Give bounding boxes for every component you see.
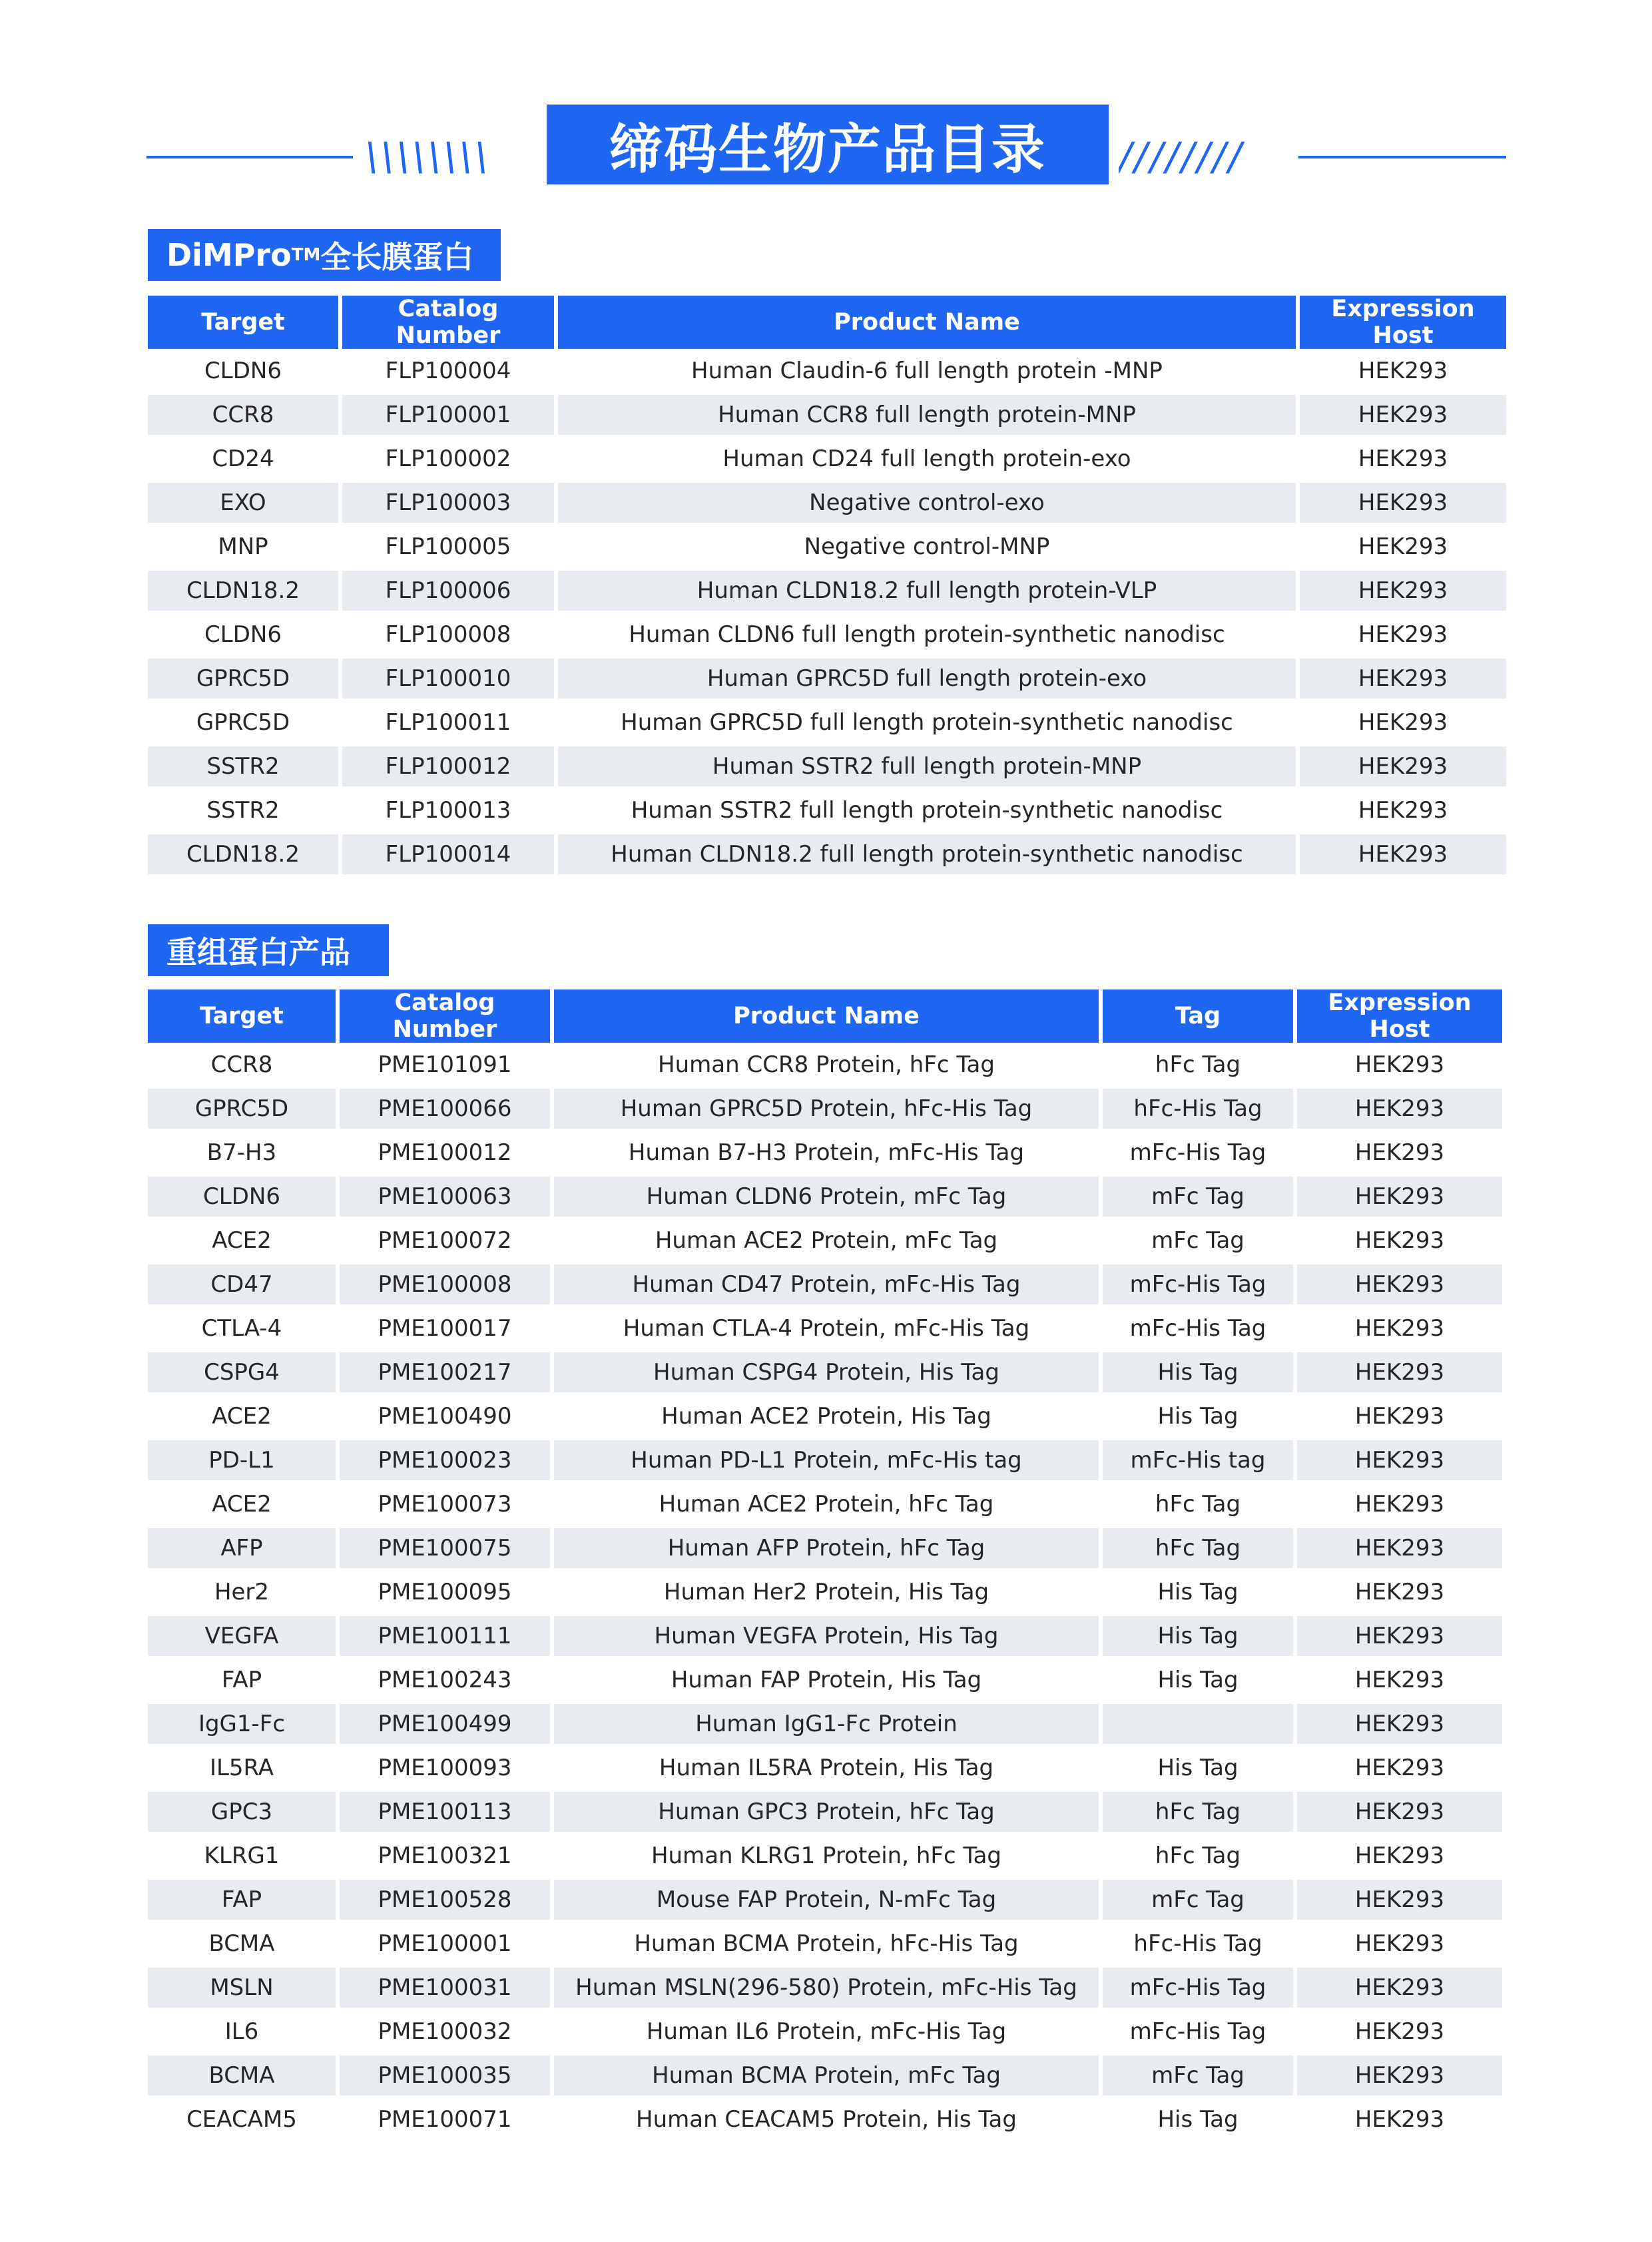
table-row <box>148 1219 1502 1262</box>
table-cell: Human BCMA Protein, hFc-His Tag <box>554 1922 1099 1966</box>
table-row <box>148 1087 1502 1131</box>
table-cell: GPRC5D <box>148 1087 336 1131</box>
section1-title <box>148 229 501 281</box>
table-cell: hFc Tag <box>1103 1043 1293 1087</box>
table-cell: PME100071 <box>340 2098 550 2141</box>
table-cell: ACE2 <box>148 1482 336 1526</box>
table-cell: HEK293 <box>1297 1834 1502 1878</box>
table-cell: HEK293 <box>1297 1878 1502 1922</box>
table-cell: PME100243 <box>340 1658 550 1702</box>
table-cell: PME100001 <box>340 1922 550 1966</box>
table-cell: mFc Tag <box>1103 1878 1293 1922</box>
table-cell: His Tag <box>1103 2098 1293 2141</box>
table-row <box>148 1175 1502 1219</box>
table-cell: HEK293 <box>1297 1966 1502 2010</box>
table-cell: HEK293 <box>1300 481 1506 525</box>
table-cell: PME100111 <box>340 1614 550 1658</box>
table-cell: hFc-His Tag <box>1103 1087 1293 1131</box>
table-cell: VEGFA <box>148 1614 336 1658</box>
column-header: Catalog Number <box>340 989 550 1043</box>
table-cell: CTLA-4 <box>148 1306 336 1350</box>
column-header: Product Name <box>554 989 1099 1043</box>
table-cell: PME100008 <box>340 1262 550 1306</box>
table-cell: HEK293 <box>1300 525 1506 569</box>
table-cell: CSPG4 <box>148 1350 336 1394</box>
table-cell: IL5RA <box>148 1746 336 1790</box>
table-cell: Human SSTR2 full length protein-synthetic nanodisc <box>558 788 1296 832</box>
table-row <box>148 1043 1502 1087</box>
table-cell: FLP100012 <box>342 744 554 788</box>
table-row <box>148 1526 1502 1570</box>
table-row <box>148 525 1506 569</box>
table-row <box>148 832 1506 876</box>
table-cell: FLP100006 <box>342 569 554 613</box>
table-cell: HEK293 <box>1300 613 1506 657</box>
table-cell: Human GPRC5D full length protein-exo <box>558 657 1296 701</box>
table-cell: PME100035 <box>340 2054 550 2098</box>
table-cell: FLP100001 <box>342 393 554 437</box>
table-cell: Human CLDN6 Protein, mFc Tag <box>554 1175 1099 1219</box>
table-cell: ACE2 <box>148 1394 336 1438</box>
table-row <box>148 1966 1502 2010</box>
table-row <box>148 1262 1502 1306</box>
table-cell: Human SSTR2 full length protein-MNP <box>558 744 1296 788</box>
table-cell: FLP100010 <box>342 657 554 701</box>
table-cell: PME100217 <box>340 1350 550 1394</box>
table-cell: Human CCR8 full length protein-MNP <box>558 393 1296 437</box>
table-cell: HEK293 <box>1297 1570 1502 1614</box>
table-cell: Human CD24 full length protein-exo <box>558 437 1296 481</box>
table-cell: Human AFP Protein, hFc Tag <box>554 1526 1099 1570</box>
table-cell: PME100490 <box>340 1394 550 1438</box>
table-cell: His Tag <box>1103 1746 1293 1790</box>
table-row <box>148 1438 1502 1482</box>
table-cell: mFc-His Tag <box>1103 1966 1293 2010</box>
table-cell: Human CLDN18.2 full length protein-synthetic nanodisc <box>558 832 1296 876</box>
table-cell: Negative control-exo <box>558 481 1296 525</box>
table-cell: FLP100011 <box>342 701 554 744</box>
table-cell: HEK293 <box>1300 437 1506 481</box>
table-cell: HEK293 <box>1300 701 1506 744</box>
header-line-right <box>1298 156 1506 158</box>
table-header-row <box>148 989 1502 1043</box>
table-cell: Human ACE2 Protein, His Tag <box>554 1394 1099 1438</box>
table-cell: HEK293 <box>1300 657 1506 701</box>
table-cell: CD47 <box>148 1262 336 1306</box>
table-cell: mFc-His tag <box>1103 1438 1293 1482</box>
table-cell: PME100528 <box>340 1878 550 1922</box>
table-cell: Human Claudin-6 full length protein -MNP <box>558 349 1296 393</box>
table-cell: PME100017 <box>340 1306 550 1350</box>
table-cell: HEK293 <box>1297 1658 1502 1702</box>
table-cell: His Tag <box>1103 1658 1293 1702</box>
table-cell: HEK293 <box>1300 832 1506 876</box>
table-cell: Human MSLN(296-580) Protein, mFc-His Tag <box>554 1966 1099 2010</box>
table-cell: CD24 <box>148 437 338 481</box>
table-cell: HEK293 <box>1297 1131 1502 1175</box>
table-row <box>148 1482 1502 1526</box>
table-cell: HEK293 <box>1300 788 1506 832</box>
table-row <box>148 744 1506 788</box>
table-cell: mFc-His Tag <box>1103 1306 1293 1350</box>
table-cell: CLDN6 <box>148 613 338 657</box>
table-row <box>148 393 1506 437</box>
table-cell: mFc Tag <box>1103 1219 1293 1262</box>
column-header: Expression Host <box>1300 296 1506 349</box>
table-cell: PME100499 <box>340 1702 550 1746</box>
table-cell: Human ACE2 Protein, mFc Tag <box>554 1219 1099 1262</box>
table-cell: PME100095 <box>340 1570 550 1614</box>
table-row <box>148 1614 1502 1658</box>
header-line-left <box>146 156 353 158</box>
table-cell: HEK293 <box>1300 744 1506 788</box>
table-cell: mFc-His Tag <box>1103 2010 1293 2054</box>
table-row <box>148 349 1506 393</box>
table-cell: HEK293 <box>1297 1526 1502 1570</box>
table-cell: CEACAM5 <box>148 2098 336 2141</box>
table-cell: HEK293 <box>1297 1438 1502 1482</box>
table-cell: FLP100014 <box>342 832 554 876</box>
table-cell: AFP <box>148 1526 336 1570</box>
table-cell: mFc-His Tag <box>1103 1131 1293 1175</box>
table-cell: Mouse FAP Protein, N-mFc Tag <box>554 1878 1099 1922</box>
table-cell: His Tag <box>1103 1394 1293 1438</box>
table-cell: MNP <box>148 525 338 569</box>
table-row <box>148 613 1506 657</box>
table-row <box>148 1790 1502 1834</box>
section1-title-rest: 全长膜蛋白 <box>320 239 474 275</box>
table-cell: MSLN <box>148 1966 336 2010</box>
column-header: Product Name <box>558 296 1296 349</box>
table-cell: Human BCMA Protein, mFc Tag <box>554 2054 1099 2098</box>
column-header: Catalog Number <box>342 296 554 349</box>
table-cell: HEK293 <box>1297 1043 1502 1087</box>
table-header-row <box>148 296 1506 349</box>
table-row <box>148 569 1506 613</box>
table-cell: GPRC5D <box>148 701 338 744</box>
table-row <box>148 1570 1502 1614</box>
table-cell: FLP100013 <box>342 788 554 832</box>
table-cell: mFc Tag <box>1103 2054 1293 2098</box>
table-cell: Human B7-H3 Protein, mFc-His Tag <box>554 1131 1099 1175</box>
table-row <box>148 2098 1502 2141</box>
table-cell: FLP100004 <box>342 349 554 393</box>
table-cell: His Tag <box>1103 1570 1293 1614</box>
table-cell: mFc Tag <box>1103 1175 1293 1219</box>
column-header: Target <box>148 296 338 349</box>
table-cell: IgG1-Fc <box>148 1702 336 1746</box>
table-cell: HEK293 <box>1297 1790 1502 1834</box>
table-cell: BCMA <box>148 2054 336 2098</box>
table-row <box>148 1350 1502 1394</box>
table-row <box>148 2054 1502 2098</box>
table-cell: Human IgG1-Fc Protein <box>554 1702 1099 1746</box>
table-cell: PME100012 <box>340 1131 550 1175</box>
table-cell: Human GPRC5D full length protein-synthetic nanodisc <box>558 701 1296 744</box>
header-slashes-left: \\\\\\\\ <box>365 134 491 179</box>
table-row <box>148 437 1506 481</box>
table-cell: Human CLDN18.2 full length protein-VLP <box>558 569 1296 613</box>
table-cell: HEK293 <box>1297 2098 1502 2141</box>
table-row <box>148 1878 1502 1922</box>
table-row <box>148 1922 1502 1966</box>
table-cell: Human ACE2 Protein, hFc Tag <box>554 1482 1099 1526</box>
column-header: Expression Host <box>1297 989 1502 1043</box>
table-cell: FLP100003 <box>342 481 554 525</box>
table-cell: Human IL6 Protein, mFc-His Tag <box>554 2010 1099 2054</box>
table-cell: FLP100005 <box>342 525 554 569</box>
section1-title-tm: TM <box>291 245 321 265</box>
table-cell: CLDN6 <box>148 349 338 393</box>
table-cell: Human IL5RA Protein, His Tag <box>554 1746 1099 1790</box>
table-cell: HEK293 <box>1297 1350 1502 1394</box>
table-row <box>148 788 1506 832</box>
section2-table <box>144 989 1506 2141</box>
table-cell: Human CEACAM5 Protein, His Tag <box>554 2098 1099 2141</box>
table-row <box>148 2010 1502 2054</box>
table-cell: PME100093 <box>340 1746 550 1790</box>
table-cell: Human GPC3 Protein, hFc Tag <box>554 1790 1099 1834</box>
table-cell: CCR8 <box>148 1043 336 1087</box>
table-cell: FAP <box>148 1658 336 1702</box>
table-cell: FLP100002 <box>342 437 554 481</box>
table-row <box>148 701 1506 744</box>
table-cell: EXO <box>148 481 338 525</box>
table-cell: Human Her2 Protein, His Tag <box>554 1570 1099 1614</box>
table-row <box>148 657 1506 701</box>
table-cell: PME100032 <box>340 2010 550 2054</box>
table-cell: PME100023 <box>340 1438 550 1482</box>
table-cell: GPRC5D <box>148 657 338 701</box>
table-cell: Human CCR8 Protein, hFc Tag <box>554 1043 1099 1087</box>
table-cell: HEK293 <box>1297 2010 1502 2054</box>
table-row <box>148 1658 1502 1702</box>
table-cell: FLP100008 <box>342 613 554 657</box>
table-cell: Negative control-MNP <box>558 525 1296 569</box>
table-cell: Human PD-L1 Protein, mFc-His tag <box>554 1438 1099 1482</box>
table-row <box>148 1702 1502 1746</box>
table-cell: Her2 <box>148 1570 336 1614</box>
table-cell: HEK293 <box>1297 1262 1502 1306</box>
table-cell: hFc Tag <box>1103 1790 1293 1834</box>
table-cell: CLDN18.2 <box>148 832 338 876</box>
table-row <box>148 1746 1502 1790</box>
table-cell: HEK293 <box>1300 569 1506 613</box>
table-cell: mFc-His Tag <box>1103 1262 1293 1306</box>
table-cell: PME100073 <box>340 1482 550 1526</box>
table-row <box>148 1834 1502 1878</box>
table-cell: SSTR2 <box>148 788 338 832</box>
table-cell: Human CSPG4 Protein, His Tag <box>554 1350 1099 1394</box>
table-cell: Human VEGFA Protein, His Tag <box>554 1614 1099 1658</box>
table-cell: PME100113 <box>340 1790 550 1834</box>
table-cell: HEK293 <box>1297 1482 1502 1526</box>
table-cell: PME101091 <box>340 1043 550 1087</box>
table-cell: KLRG1 <box>148 1834 336 1878</box>
table-cell: HEK293 <box>1297 1306 1502 1350</box>
table-cell: HEK293 <box>1297 1702 1502 1746</box>
table-cell: His Tag <box>1103 1614 1293 1658</box>
table-cell: HEK293 <box>1300 393 1506 437</box>
table-cell: CCR8 <box>148 393 338 437</box>
table-row <box>148 1306 1502 1350</box>
table-cell: hFc Tag <box>1103 1526 1293 1570</box>
table-cell: PME100075 <box>340 1526 550 1570</box>
table-cell: HEK293 <box>1297 1746 1502 1790</box>
table-cell: Human KLRG1 Protein, hFc Tag <box>554 1834 1099 1878</box>
table-cell: Human CLDN6 full length protein-synthetic nanodisc <box>558 613 1296 657</box>
table-cell: Human CTLA-4 Protein, mFc-His Tag <box>554 1306 1099 1350</box>
table-cell: HEK293 <box>1297 1614 1502 1658</box>
table-cell: HEK293 <box>1297 1175 1502 1219</box>
column-header: Target <box>148 989 336 1043</box>
section1-title-main: DiMPro <box>166 237 292 273</box>
column-header: Tag <box>1103 989 1293 1043</box>
table-cell: CLDN18.2 <box>148 569 338 613</box>
table-cell: PME100066 <box>340 1087 550 1131</box>
section2-title: 重组蛋白产品 <box>148 924 389 976</box>
table-cell: FAP <box>148 1878 336 1922</box>
table-cell: Human GPRC5D Protein, hFc-His Tag <box>554 1087 1099 1131</box>
table-cell <box>1103 1702 1293 1746</box>
table-cell: PME100063 <box>340 1175 550 1219</box>
header-slashes-right: //////// <box>1119 134 1244 179</box>
page-title: 缔码生物产品目录 <box>547 105 1109 184</box>
table-cell: GPC3 <box>148 1790 336 1834</box>
table-cell: BCMA <box>148 1922 336 1966</box>
table-cell: PD-L1 <box>148 1438 336 1482</box>
table-cell: B7-H3 <box>148 1131 336 1175</box>
table-cell: HEK293 <box>1300 349 1506 393</box>
table-cell: ACE2 <box>148 1219 336 1262</box>
table-cell: HEK293 <box>1297 2054 1502 2098</box>
table-cell: Human FAP Protein, His Tag <box>554 1658 1099 1702</box>
table-cell: HEK293 <box>1297 1394 1502 1438</box>
section1-table <box>144 296 1510 876</box>
table-row <box>148 1394 1502 1438</box>
table-cell: His Tag <box>1103 1350 1293 1394</box>
table-cell: hFc-His Tag <box>1103 1922 1293 1966</box>
table-cell: SSTR2 <box>148 744 338 788</box>
table-cell: PME100031 <box>340 1966 550 2010</box>
table-cell: HEK293 <box>1297 1087 1502 1131</box>
table-cell: Human CD47 Protein, mFc-His Tag <box>554 1262 1099 1306</box>
table-cell: PME100072 <box>340 1219 550 1262</box>
table-cell: CLDN6 <box>148 1175 336 1219</box>
table-cell: hFc Tag <box>1103 1482 1293 1526</box>
table-cell: hFc Tag <box>1103 1834 1293 1878</box>
table-cell: PME100321 <box>340 1834 550 1878</box>
table-row <box>148 1131 1502 1175</box>
table-cell: HEK293 <box>1297 1219 1502 1262</box>
table-cell: HEK293 <box>1297 1922 1502 1966</box>
table-row <box>148 481 1506 525</box>
table-cell: IL6 <box>148 2010 336 2054</box>
